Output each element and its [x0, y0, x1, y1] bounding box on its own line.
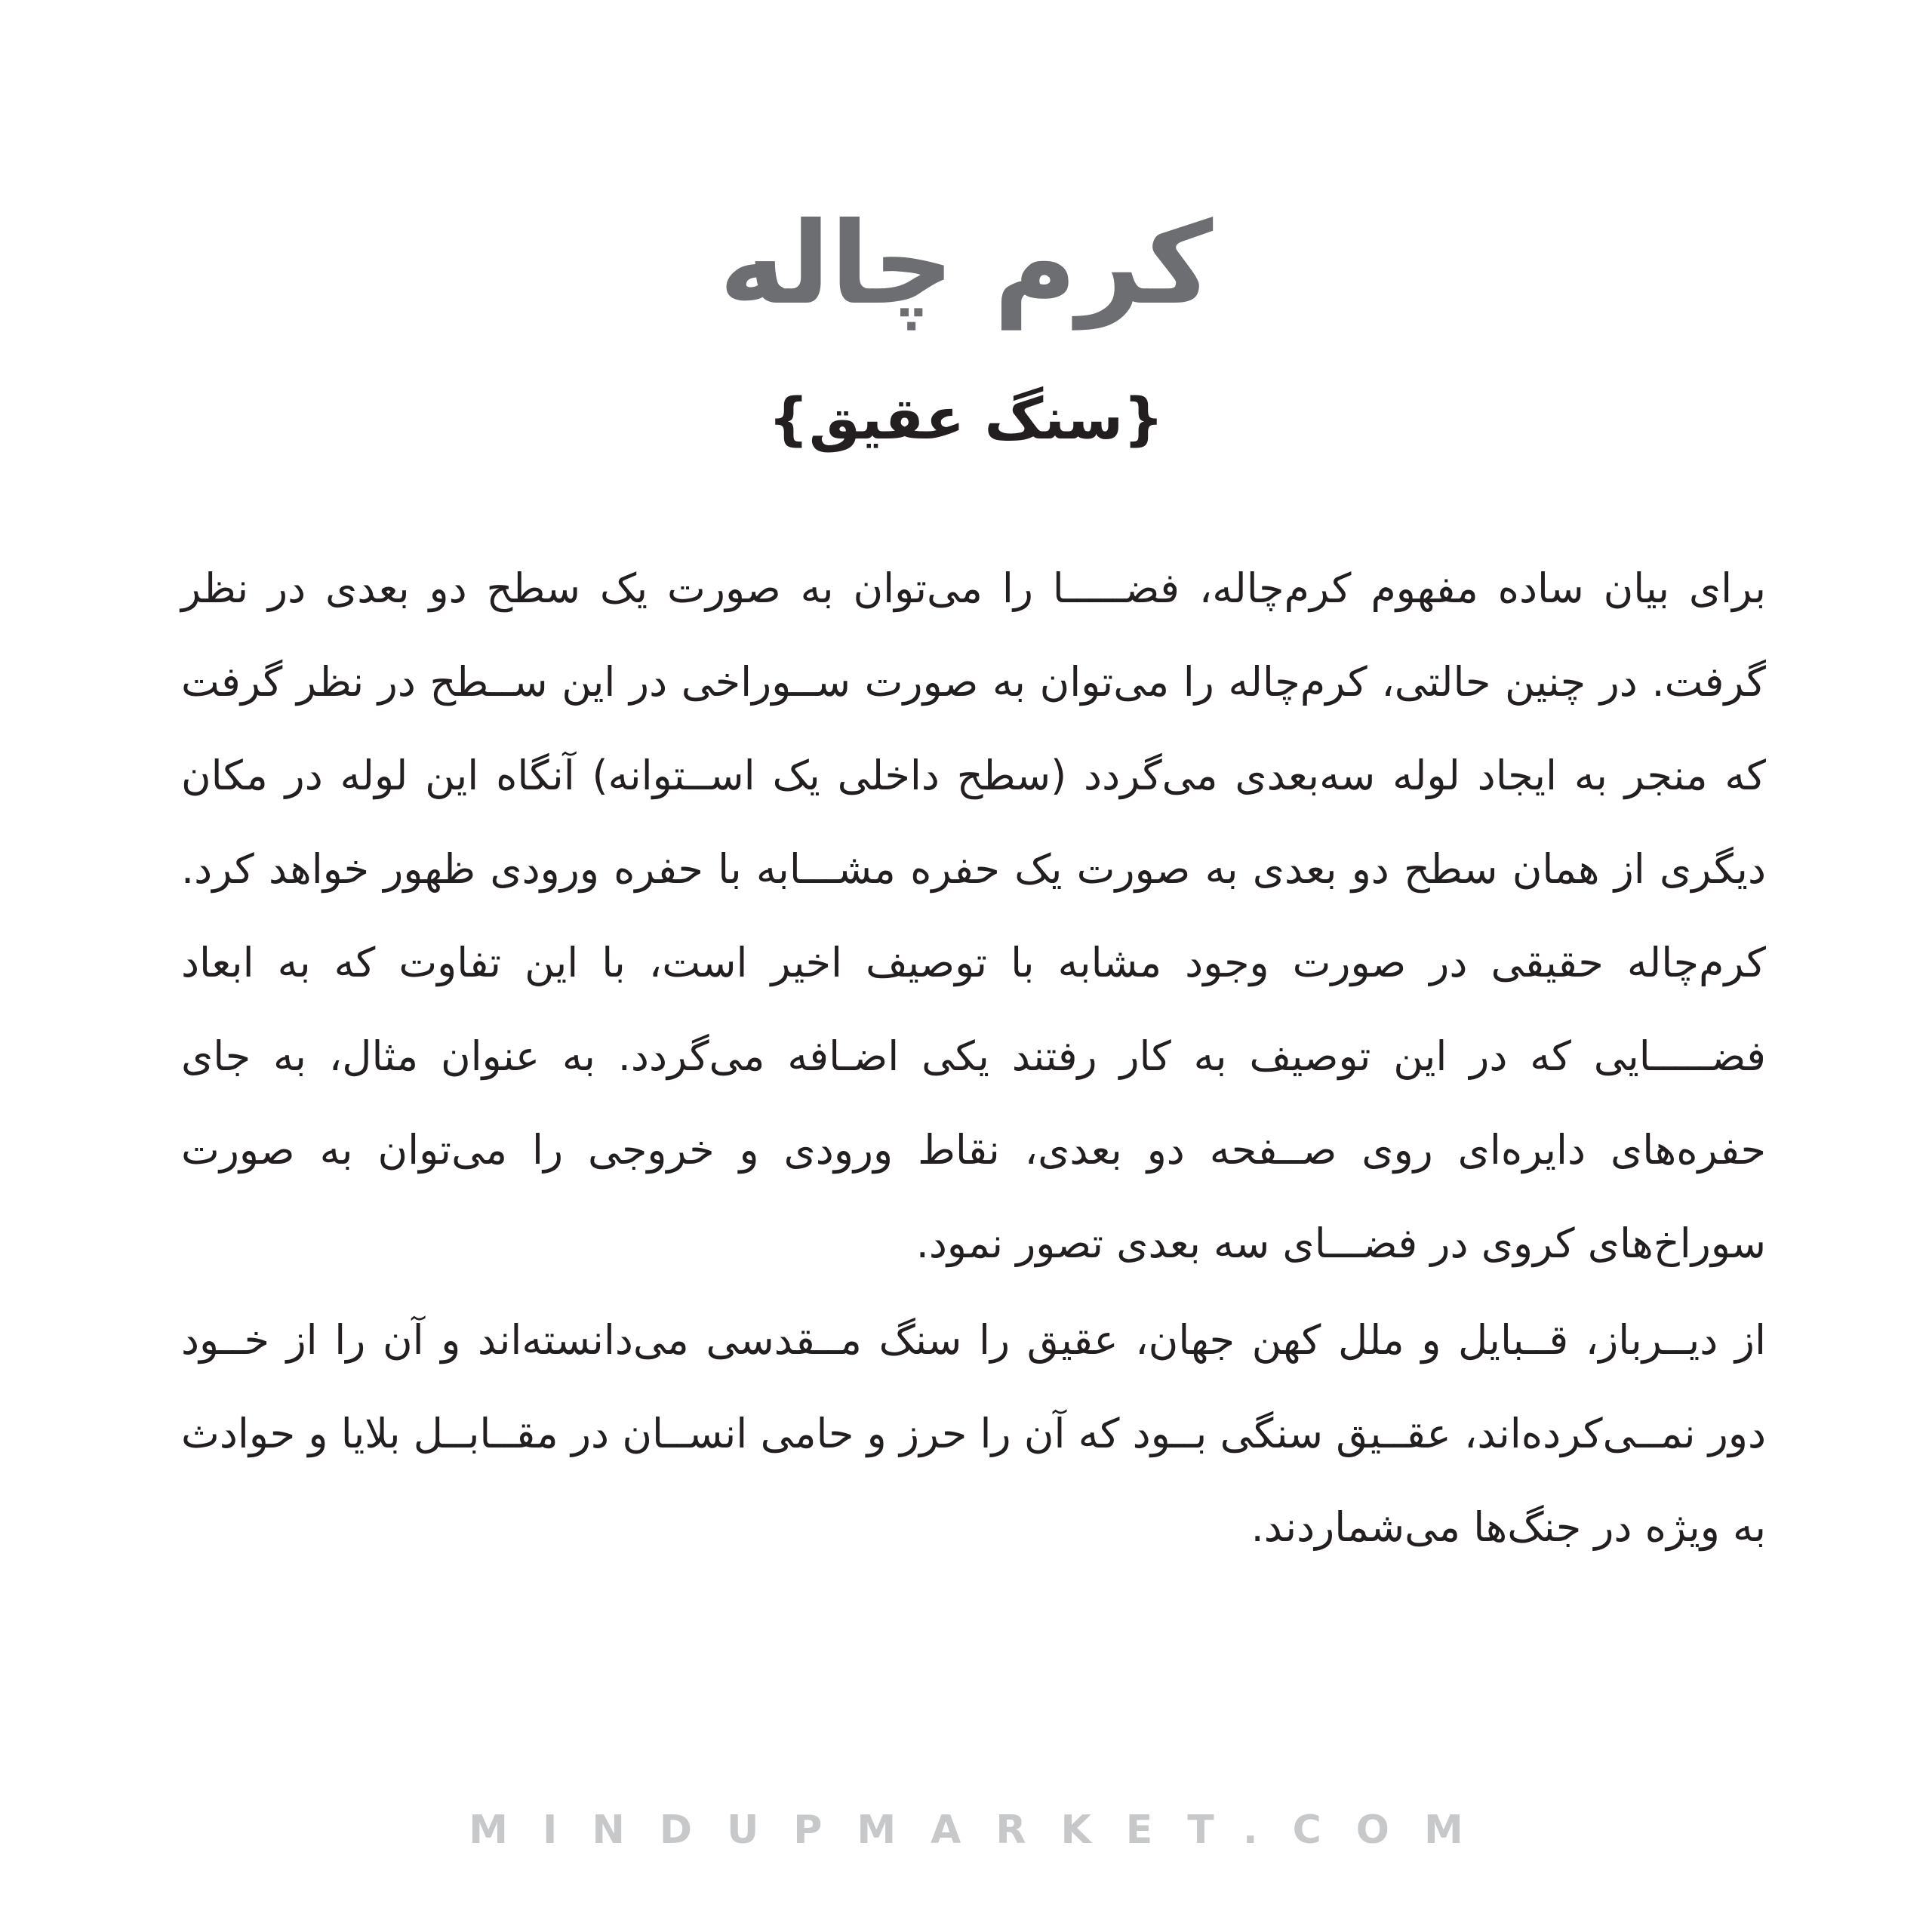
- page-subtitle: {سنگ عقیق}: [768, 385, 1164, 452]
- paragraph-agate: از دیــرباز، قــبایل و ملل کهن جهان، عقیق را سنگ مــقدسی می‌دانسته‌اند و آن را از خــود دور نمــی‌کرده‌اند، عقــیق سنگی بــود که آن را حرز و حامی انســان در مقــابــل بلایا و حوادث به ویژه در جنگ‌ها می‌شماردند.: [181, 1316, 1766, 1551]
- paragraph-wormhole: برای بیان ساده مفهوم کرم‌چاله، فضـــــا را می‌توان به صورت یک سطح دو بعدی در نظر گرفت. در چنین حالتی، کرم‌چاله را می‌توان به صورت ســوراخی در این ســطح در نظر گرفت که منجر به ایجاد لوله سه‌بعدی می‌گردد (سطح داخلی یک اســتوانه) آنگاه این لوله در مکان دیگری از همان سطح دو بعدی به صورت یک حفره مشـــابه با حفره ورودی ظهور خواهد کرد. کرم‌چاله حقیقی در صورت وجود مشابه با توصیف اخیر است، با این تفاوت که به ابعاد فضـــــایی که در این توصیف به کار رفتند یکی اضـافه می‌گردد. به عنوان مثال، به جای حفره‌های دایره‌ای روی صــفحه دو بعدی، نقاط ورودی و خروجی را می‌توان به صورت سوراخ‌های کروی در فضـــای سه بعدی تصور نمود.: [181, 565, 1766, 1267]
- body-text: [181, 542, 1766, 1574]
- footer-website: MINDUPMARKET.COM: [469, 1807, 1498, 1853]
- page-title: کرم چاله: [718, 198, 1214, 330]
